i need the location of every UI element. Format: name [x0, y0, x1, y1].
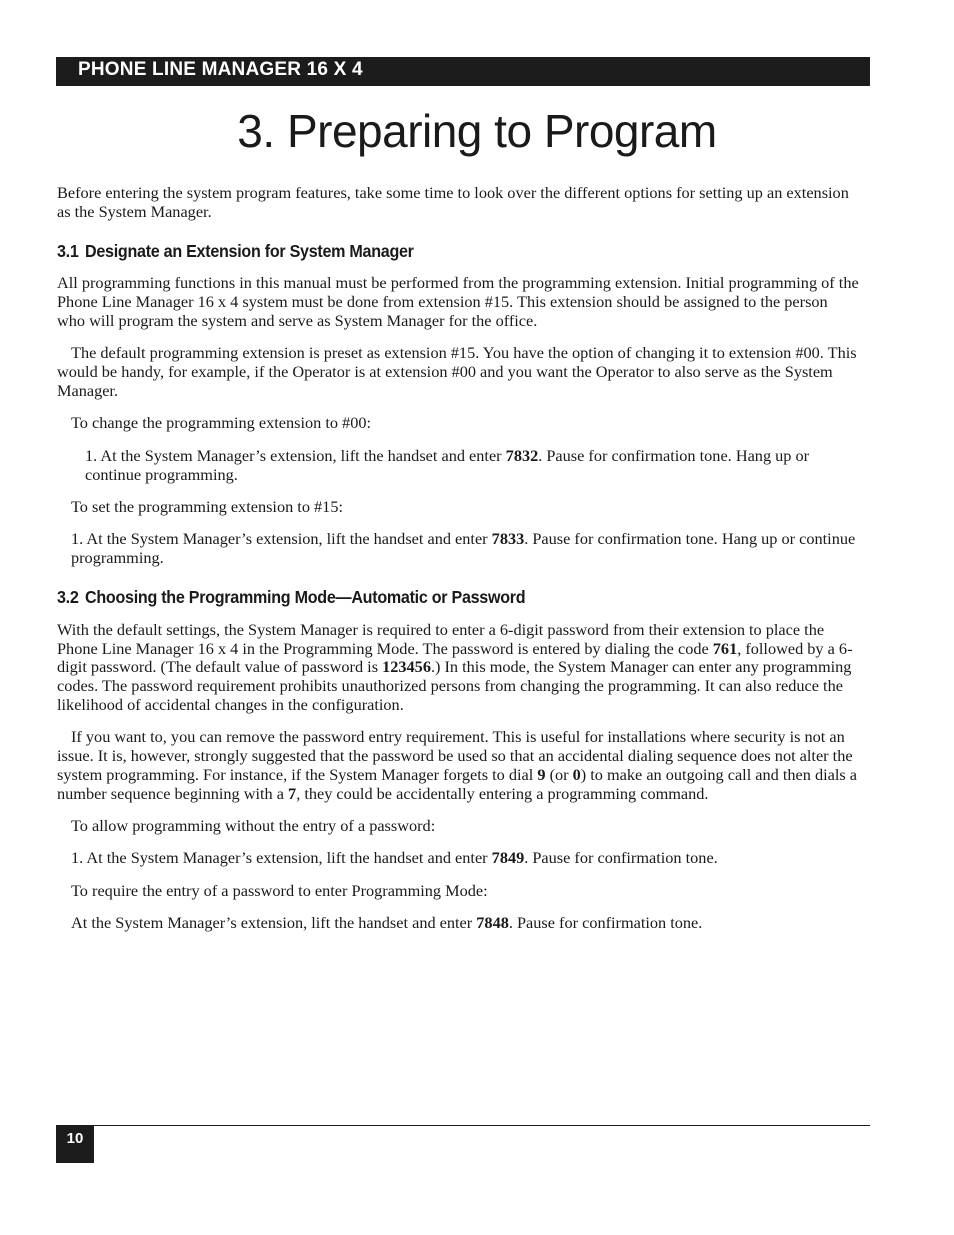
- allow-programming-step: 1. At the System Manager’s extension, lift the handset and enter 7849. Pause for confirmation tone.: [71, 848, 718, 868]
- section-3-2-paragraph-1: With the default settings, the System Manager is required to enter a 6-digit password from their extension to place the Phone Line Manager 16 x 4 in the Programming Mode. The password is entered by dialing the code 761, followed by a 6-digit password. (The default value of password is 123456.) In this mode, the System Manager can enter any programming codes. The password requirement prohibits unauthorized persons from changing the programming. It can also reduce the likelihood of accidental changes in the configuration.: [57, 619, 853, 714]
- allow-programming-intro: To allow programming without the entry of a password:: [71, 816, 436, 836]
- set-extension-intro: To set the programming extension to #15:: [71, 496, 343, 516]
- section-3-1-number: 3.1: [57, 240, 79, 261]
- intro-paragraph: Before entering the system program features, take some time to look over the different options for setting up an extension as the System Manager.: [57, 183, 849, 221]
- section-3-2-number: 3.2: [57, 586, 79, 607]
- chapter-title: 3. Preparing to Program: [237, 105, 717, 157]
- code-761: 761: [712, 638, 738, 658]
- code-7849: 7849: [491, 848, 525, 868]
- footer-rule: [56, 1125, 870, 1126]
- section-3-2-heading: [57, 588, 795, 607]
- running-header-bar: [56, 57, 870, 86]
- default-password: 123456: [382, 657, 431, 677]
- change-extension-step: 1. At the System Manager’s extension, lift the handset and enter 7832. Pause for confirmation tone. Hang up or continue programming.: [85, 445, 810, 484]
- section-3-2-paragraph-2: If you want to, you can remove the password entry requirement. This is useful for installations where security is not an issue. It is, however, strongly suggested that the password be used so that an accidental dialing sequence does not alter the system programming. For instance, if the System Manager forgets to dial 9 (or 0) to make an outgoing call and then dials a number sequence beginning with a 7, they could be accidentally entering a programming command.: [57, 727, 858, 803]
- section-3-1-paragraph-1: All programming functions in this manual must be performed from the programming extension. Initial programming of the Phone Line Manager 16 x 4 system must be done from extension #15. This extension should be assigned to the person who will program the system and serve as System Manager for the office.: [57, 273, 859, 330]
- code-7848: 7848: [476, 913, 509, 933]
- change-extension-intro: To change the programming extension to #00:: [71, 413, 371, 433]
- section-3-1-title: Designate an Extension for System Manager: [85, 240, 414, 261]
- set-extension-step: 1. At the System Manager’s extension, lift the handset and enter 7833. Pause for confirmation tone. Hang up or continue programming.: [71, 529, 856, 568]
- code-7832: 7832: [505, 445, 539, 465]
- page-body: [57, 184, 859, 947]
- code-7833: 7833: [491, 529, 525, 549]
- page-number: 10: [56, 1125, 94, 1163]
- require-password-step: At the System Manager’s extension, lift the handset and enter 7848. Pause for confirmation tone.: [71, 913, 703, 933]
- section-3-1-heading: [57, 242, 795, 261]
- require-password-intro: To require the entry of a password to enter Programming Mode:: [71, 880, 488, 900]
- running-header-title: PHONE LINE MANAGER 16 X 4: [78, 59, 363, 80]
- section-3-2-title: Choosing the Programming Mode—Automatic or Password: [85, 586, 526, 607]
- section-3-1-paragraph-2: The default programming extension is preset as extension #15. You have the option of changing it to extension #00. This would be handy, for example, if the Operator is at extension #00 and you want the Operator to also serve as the System Manager.: [57, 343, 857, 400]
